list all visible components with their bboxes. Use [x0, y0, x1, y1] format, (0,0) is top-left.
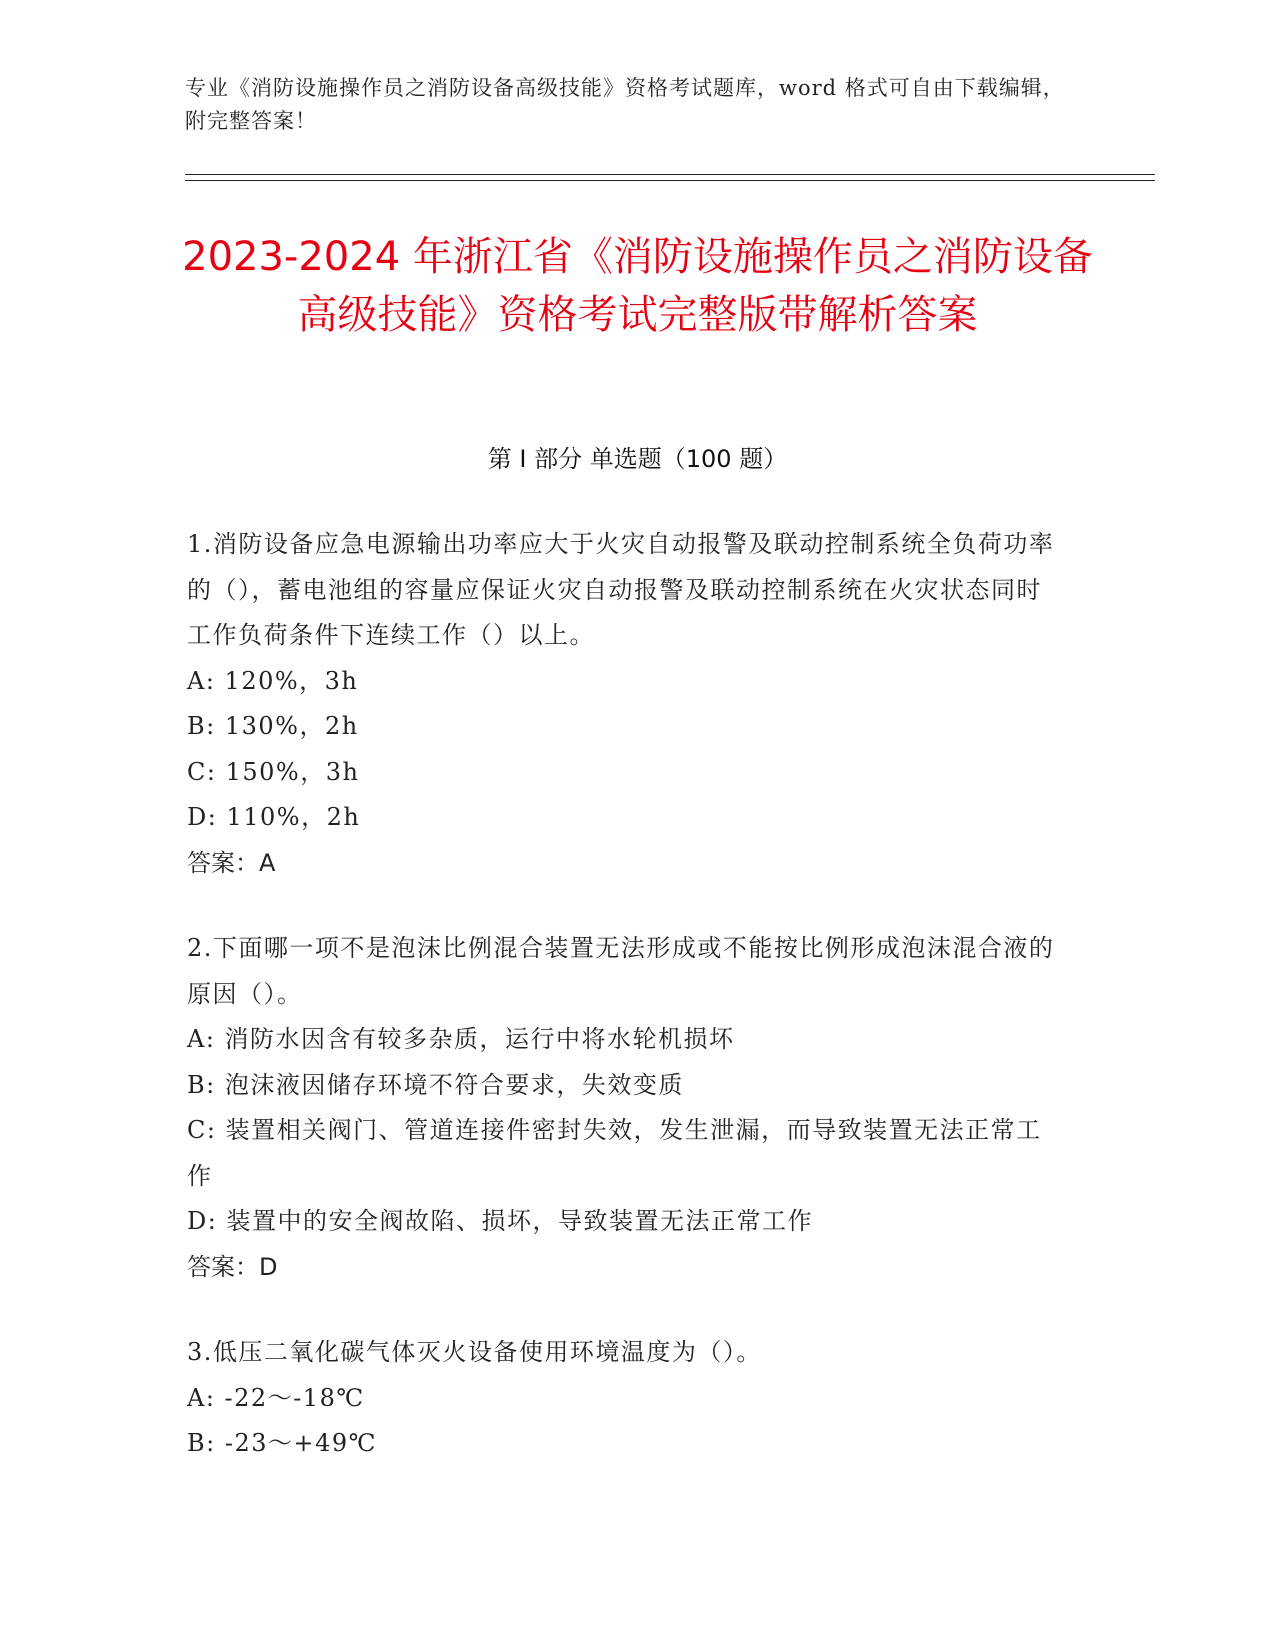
question-1 — [187, 522, 1067, 886]
question-stem: 3.低压二氧化碳气体灭火设备使用环境温度为（）。 — [187, 1338, 762, 1366]
question-stem: 1.消防设备应急电源输出功率应大于火灾自动报警及联动控制系统全负荷功率的（），蓄电池组的容量应保证火灾自动报警及联动控制系统在火灾状态同时工作负荷条件下连续工作（）以上。 — [187, 530, 1055, 649]
header-note: 专业《消防设施操作员之消防设备高级技能》资格考试题库，word 格式可自由下载编辑，附完整答案！ — [185, 76, 1065, 133]
option-b: B: -23～+49℃ — [187, 1429, 377, 1457]
answer: 答案：D — [187, 1252, 278, 1281]
question-2 — [187, 926, 1067, 1290]
option-d: D: 110%，2h — [187, 803, 361, 831]
document-title: 2023-2024 年浙江省《消防设施操作员之消防设备高级技能》资格考试完整版带解析答案 — [182, 234, 1093, 338]
option-a: A: -22～-18℃ — [187, 1383, 365, 1412]
question-list — [187, 522, 1067, 1507]
header-divider-top — [185, 174, 1155, 175]
answer: 答案：A — [187, 848, 276, 877]
option-c: C: 150%，3h — [187, 757, 360, 786]
option-b: B: 泡沫液因储存环境不符合要求，失效变质 — [187, 1070, 684, 1099]
header-divider-bottom — [185, 180, 1155, 181]
option-b: B: 130%，2h — [187, 712, 359, 740]
section-title: 第 I 部分 单选题（100 题） — [487, 445, 788, 473]
question-stem: 2.下面哪一项不是泡沫比例混合装置无法形成或不能按比例形成泡沫混合液的原因（）。 — [187, 934, 1055, 1008]
option-a: A: 消防水因含有较多杂质，运行中将水轮机损坏 — [187, 1025, 735, 1053]
option-a: A: 120%，3h — [187, 666, 359, 695]
question-3 — [187, 1330, 1067, 1467]
option-d: D: 装置中的安全阀故陷、损坏，导致装置无法正常工作 — [187, 1207, 813, 1235]
option-c: C: 装置相关阀门、管道连接件密封失效，发生泄漏，而导致装置无法正常工作 — [187, 1116, 1042, 1190]
